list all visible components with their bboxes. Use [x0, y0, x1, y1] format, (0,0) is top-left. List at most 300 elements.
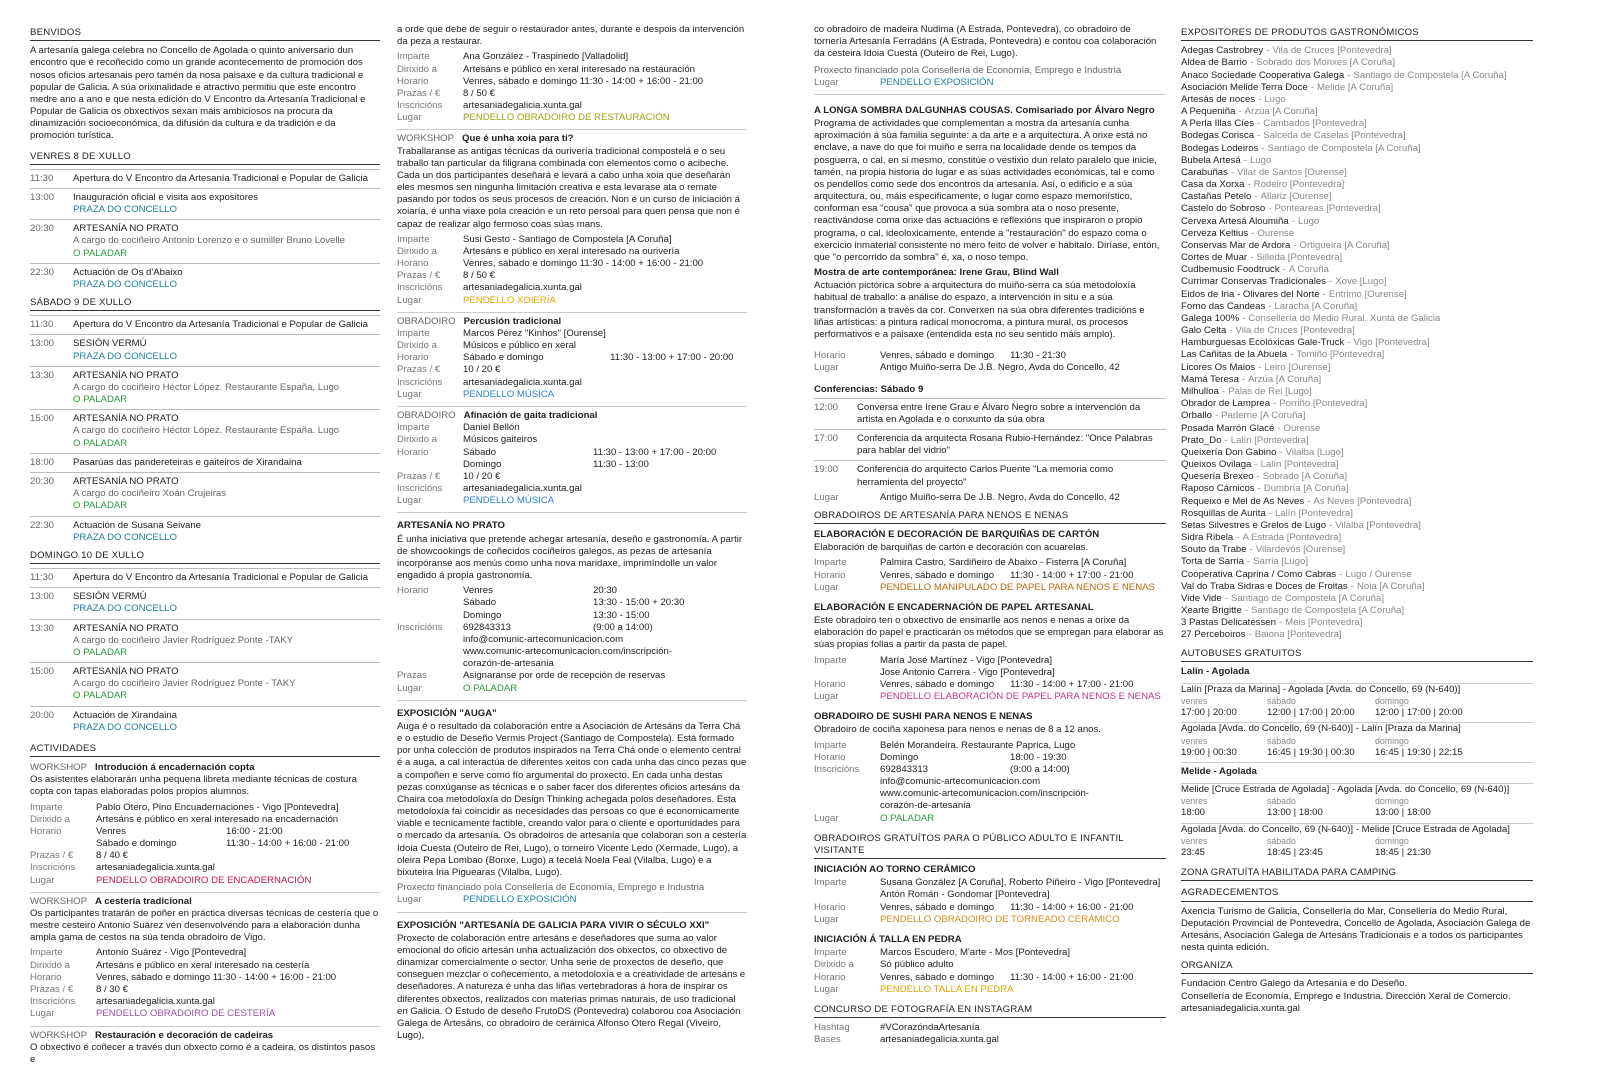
- section-title: EXPOSICIÓN "ARTESANÍA DE GALICIA PARA VIVIR O SÉCULO XXI": [397, 919, 710, 931]
- horario-label: Horario: [814, 971, 846, 983]
- horario-value: [463, 447, 747, 459]
- imparte-label: Imparte: [30, 947, 63, 959]
- expositor-name: Requeixo e Mel de As Neves: [1181, 495, 1305, 507]
- event-title: ARTESANÍA NO PRATO: [73, 666, 179, 678]
- workshop-title: [30, 762, 380, 774]
- horario-day: Domingo: [463, 609, 502, 621]
- bus-time: 12:00 | 17:00 | 20:00: [1267, 707, 1355, 719]
- lugar-value: PENDELLO MÚSICA: [463, 388, 555, 400]
- event-item: [30, 619, 380, 663]
- event-subtitle: A cargo do cociñeiro Xoán Crujeiras: [73, 488, 227, 500]
- separator: -: [1241, 373, 1246, 385]
- expositor-location: Allariz [Ourense]: [1260, 191, 1332, 203]
- horario-label: Horario: [397, 585, 429, 597]
- conference-item: [814, 460, 1166, 491]
- workshop-kind: OBRADOIRO: [397, 315, 456, 327]
- event-time: 11:30: [30, 172, 54, 184]
- event-place: O PALADAR: [73, 437, 128, 449]
- conference-item: [814, 398, 1166, 429]
- bus-time: 19:00 | 00:30: [1181, 746, 1237, 758]
- bus-lalin: [1181, 666, 1533, 759]
- dirixido-label: Dirixido a: [814, 959, 854, 971]
- lugar-label: Lugar: [397, 682, 422, 694]
- expositor-item: [1181, 143, 1533, 155]
- expositor-item: [1181, 508, 1533, 520]
- expositor-item: [1181, 94, 1533, 106]
- horario-label-empty: [397, 459, 463, 471]
- lugar-value: PENDELLO OBRADOIRO DE RESTAURACIÓN: [463, 112, 670, 124]
- separator: -: [1268, 507, 1272, 519]
- event-time: 20:30: [30, 475, 55, 487]
- inscricions-row: [397, 622, 747, 634]
- event-body: [73, 338, 380, 362]
- expositor-location: Consellería do Medio Rural. Xunta de Galicia: [1248, 312, 1441, 324]
- imparte-row-2: [814, 667, 1166, 679]
- horario-label: Horario: [814, 569, 846, 581]
- inscricions-row: [30, 996, 380, 1008]
- expositor-item: [1181, 203, 1533, 215]
- dirixido-value: Artesáns e público en xeral interesado na ourivería: [463, 245, 680, 257]
- expositor-name: Adegas Castrobrey: [1181, 45, 1264, 57]
- expositor-location: As Neves [Pontevedra]: [1313, 495, 1412, 507]
- bus-times: [1181, 836, 1533, 859]
- inscricions-label-empty: [397, 634, 463, 646]
- imparte-value: Daniel Bellón: [463, 422, 520, 434]
- expositor-name: Conservas Mar de Ardora: [1181, 239, 1291, 251]
- project-credit: Proxecto financiado pola Consellería de Economía, Emprego e Industria: [397, 882, 705, 894]
- imparte-row: [397, 51, 747, 63]
- email-link[interactable]: info@comunic-artecomunicacion.com: [463, 633, 624, 645]
- obradoiro-percusion: [397, 312, 747, 401]
- expositor-name: Cudbemusic Foodtruck: [1181, 264, 1280, 276]
- inscricions-label: Inscricións: [30, 862, 76, 874]
- event-item: [30, 587, 380, 618]
- horario-label: Horario: [397, 75, 429, 87]
- bus-route-desc: Melide [Cruce Estrada de Agolada] - Agolada [Avda. do Concello, 69 (N-640)]: [1181, 784, 1510, 796]
- dirixido-value: Músicos gaiteiros: [463, 434, 538, 446]
- expositor-location: Cambados [Pontevedra]: [1263, 118, 1367, 130]
- event-item: [30, 662, 380, 706]
- column-2: [397, 24, 747, 1045]
- horario-label: Horario: [397, 258, 429, 270]
- inscricions-link[interactable]: artesaniadegalicia.xunta.gal: [96, 862, 215, 874]
- expositor-name: Souto da Trabe: [1181, 544, 1247, 556]
- event-item: [30, 366, 380, 410]
- expositor-location: Entrimo [Ourense]: [1328, 288, 1407, 300]
- expositor-location: Meis [Pontevedra]: [1285, 617, 1363, 629]
- left-page: [0, 0, 800, 1067]
- horario-value: Venres, sábado e domingo 11:30 - 14:00 + 16:00 - 21:00: [463, 258, 704, 270]
- expositor-name: A Perla Illas Cíes: [1181, 118, 1255, 130]
- event-body: [73, 457, 380, 469]
- prazas-value: 10 / 20 €: [463, 364, 501, 376]
- event-time: 12:00: [814, 401, 839, 413]
- lugar-row: [814, 813, 1166, 825]
- lugar-row: [30, 1008, 380, 1020]
- expositor-location: Santiago de Compostela [A Coruña]: [1251, 605, 1405, 617]
- expositor-location: Vilalba [Lugo]: [1285, 446, 1344, 458]
- horario-time: 13:30 - 15:00 + 20:30: [593, 597, 685, 609]
- imparte-value: Ana González - Traspinedo [Valladolid]: [463, 51, 629, 63]
- expositor-location: A Estrada [Pontevedra]: [1242, 532, 1342, 544]
- event-item: [30, 169, 380, 188]
- event-time: 19:00: [814, 464, 839, 476]
- horario-day: Venres: [463, 585, 493, 597]
- organiza-text: Consellería de Economía, Emprego e Industria. Dirección Xeral de Comercio.: [1181, 990, 1511, 1002]
- dirixido-label: Dirixido a: [397, 63, 437, 75]
- web-link[interactable]: www.comunic-artecomunicacion.com/inscripción-corazón-de-artesania: [880, 788, 1090, 812]
- lugar-label: Lugar: [814, 812, 839, 824]
- expositor-location: Paderne [A Coruña]: [1221, 410, 1306, 422]
- event-time: 11:30: [30, 572, 54, 584]
- workshop-title: [397, 410, 747, 422]
- dirixido-row: [397, 246, 747, 258]
- imparte-label: Imparte: [397, 327, 430, 339]
- event-body: [73, 413, 380, 450]
- expositor-location: Santiago de Compostela [A Coruña]: [1230, 592, 1385, 604]
- inscricions-row: [397, 100, 747, 112]
- expositor-name: Aldea de Barrio: [1181, 57, 1248, 69]
- bases-label: Bases: [814, 1034, 841, 1046]
- dirixido-row: [30, 814, 380, 826]
- separator: -: [1229, 325, 1233, 337]
- expositor-location: Porriño [Pontevedra]: [1279, 398, 1368, 410]
- bus-time: 16:45 | 19:30 | 22:15: [1375, 746, 1463, 758]
- bases-link[interactable]: artesaniadegalicia.xunta.gal: [880, 1034, 999, 1046]
- event-time: 20:00: [30, 709, 55, 721]
- dirixido-label: Dirixido a: [30, 813, 70, 825]
- lugar-label: Lugar: [814, 581, 839, 593]
- workshop-text: Traballaranse as antigas técnicas da ourivería tradicional compostelá e o seu traballo tan particular da filigrana combinada con elementos como o acibeche. Cada un dos participantes deseñará e levará a cabo unha xoia que deseñarán eles mesmos sen ningunha limitación creativa e esta levarase ata o remate pasando por todos os seus procesos de creación. Non é un curso de iniciación á xoiaría, é unha viaxe pola creación e un reto persoal para quen pensa que non é capaz de realizar algo fermoso coas súas mans.: [397, 145, 740, 230]
- expositor-item: [1181, 629, 1533, 641]
- event-subtitle: A cargo do cociñeiro Javier Rodríguez Ponte -TAKY: [73, 634, 294, 646]
- event-title: Inauguración oficial e visita aos expositores: [73, 191, 259, 203]
- lugar-label: Lugar: [30, 874, 55, 886]
- expositor-name: Xearte Brigitte: [1181, 605, 1242, 617]
- inscricions-label: Inscricións: [397, 282, 443, 294]
- workshop-encadernacion: [30, 762, 380, 887]
- imparte-label: Imparte: [814, 739, 847, 751]
- event-title: Apertura do V Encontro da Artesanía Tradicional e Popular de Galicia: [73, 572, 368, 584]
- bus-time: 17:00 | 20:00: [1181, 707, 1237, 719]
- email-link[interactable]: info@comunic-artecomunicacion.com: [880, 776, 1041, 788]
- bus-times: [1181, 736, 1533, 759]
- dirixido-value: Artesáns e público en xeral interesado na restauración: [463, 63, 695, 75]
- expositor-item: [1181, 581, 1533, 593]
- lugar-row: [814, 492, 1166, 504]
- inscricions-link[interactable]: artesaniadegalicia.xunta.gal: [463, 100, 582, 112]
- separator: -: [1291, 215, 1295, 227]
- imparte-row: [814, 740, 1166, 752]
- expositor-location: Salceda de Caselas [Pontevedra]: [1263, 130, 1406, 142]
- inscricions-row-2: [814, 776, 1166, 788]
- domingo-heading: DOMINGO 10 DE XULLO: [30, 550, 380, 564]
- horario-row-2: [397, 597, 747, 609]
- event-place: O PALADAR: [73, 394, 128, 406]
- horario-label: Horario: [814, 350, 846, 362]
- inscricions-link[interactable]: artesaniadegalicia.xunta.gal: [463, 376, 582, 388]
- hashtag-row: [814, 1022, 1166, 1034]
- prazas-value: 8 / 50 €: [463, 87, 496, 99]
- event-item: [30, 315, 380, 334]
- prazas-value: 8 / 50 €: [463, 270, 496, 282]
- phone-hours: (9:00 a 14:00): [1010, 763, 1070, 775]
- section-text: Proxecto de colaboración entre artesáns e deseñadores que suma ao valor emocional do oficio artesán unha actualización dos obxectos, co obxectivo de dinamizar comercialmente o sector. Unha serie de proxectos de deseño, que conseguen mezclar o coñecemento, a metodoloxía e a creatividade de artesáns e deseñadores. A natureza é unha das liñas vertebradoras á hora de inspirar os diferentes obxectos, realizados con materias primas naturais, de uso tradicional en Galicia. O Estudo de deseño FrutoDS (Pontevedra) colaborou coa Asociación Galega de Artesáns, co obradoiro de cerámica Alfonso Otero Regal (Viveiro, Lugo),: [397, 932, 746, 1042]
- hashtag-value[interactable]: #VCorazóndaArtesanía: [880, 1022, 980, 1034]
- imparte-row: [397, 234, 747, 246]
- event-place: PRAZA DO CONCELLO: [73, 531, 177, 543]
- expositor-location: Lalín [Pontevedra]: [1260, 459, 1339, 471]
- expositor-item: [1181, 264, 1533, 276]
- inscricions-label: Inscricións: [397, 483, 443, 495]
- obradoiro-barquinas: [814, 529, 1166, 594]
- imparte-label-empty: [814, 889, 880, 901]
- right-page: [800, 0, 1600, 1067]
- expositor-name: 27 Perceboiros: [1181, 629, 1246, 641]
- expositor-name: Hamburguesas Ecolóxicas Gale-Truck: [1181, 337, 1345, 349]
- bus-day: domingo: [1375, 735, 1409, 746]
- event-title: ARTESANÍA NO PRATO: [73, 622, 179, 634]
- prazas-label: Prazas / €: [30, 984, 74, 995]
- expositor-location: Vilardevós [Ourense]: [1255, 544, 1346, 556]
- horario-row: [397, 585, 747, 597]
- bus-melide: [1181, 762, 1533, 859]
- lugar-value: O PALADAR: [880, 812, 935, 824]
- event-time: 15:00: [30, 413, 55, 425]
- imparte-label: Imparte: [397, 233, 430, 245]
- expositores-list: [1181, 45, 1533, 641]
- event-title: ARTESANÍA NO PRATO: [73, 413, 179, 425]
- separator: -: [1249, 544, 1253, 556]
- inscricions-row-3: [814, 788, 1166, 812]
- event-title: SESIÓN VERMÚ: [73, 338, 147, 350]
- horario-value: Venres, sábado e domingo 11:30 - 14:00 + 16:00 - 21:00: [880, 901, 1134, 913]
- expositor-location: Sobrado dos Monxes [A Coruña]: [1256, 57, 1396, 69]
- prazas-label: Prazas / €: [30, 850, 74, 862]
- separator: -: [1257, 118, 1261, 130]
- event-body: [857, 433, 1166, 457]
- inscricions-link[interactable]: artesaniadegalicia.xunta.gal: [96, 996, 215, 1008]
- separator: -: [1279, 446, 1283, 458]
- phone-number[interactable]: 692843313: [880, 763, 929, 775]
- sabado-heading: SÁBADO 9 DE XULLO: [30, 297, 380, 311]
- lugar-label: Lugar: [814, 983, 839, 995]
- expositor-name: Queixería Don Gabino: [1181, 446, 1277, 458]
- expositor-location: Lalín [Pontevedra]: [1230, 434, 1309, 446]
- horario-time: 11:30 - 13:00 + 17:00 - 20:00: [593, 446, 717, 458]
- expositor-item: [1181, 337, 1533, 349]
- event-subtitle: A cargo do cociñeiro Héctor López. Restaurante España. Lugo: [73, 425, 340, 437]
- bus-time: 23:45: [1181, 847, 1206, 858]
- imparte-label-empty: [814, 667, 880, 679]
- expositor-item: [1181, 520, 1533, 532]
- event-title: Actuación de Os d'Abaixo: [73, 266, 183, 278]
- horario-label-empty: [397, 610, 463, 622]
- prazas-label: Prazas / €: [397, 87, 441, 99]
- imparte-value: Antonio Suárez - Vigo [Pontevedra]: [96, 947, 247, 959]
- event-item: [30, 219, 380, 263]
- prazas-value: Asignaranse por orde de recepción de reservas: [463, 670, 666, 682]
- expositor-location: Vigo [Pontevedra]: [1353, 337, 1430, 349]
- lugar-label: Lugar: [814, 491, 839, 503]
- event-item: [30, 334, 380, 365]
- event-place: PRAZA DO CONCELLO: [73, 350, 177, 362]
- expositor-location: Arzúa [A Coruña]: [1244, 106, 1318, 118]
- event-time: 11:30: [30, 319, 54, 331]
- expositor-item: [1181, 155, 1533, 167]
- event-body: [73, 370, 380, 407]
- event-body: [73, 192, 380, 216]
- expositor-item: [1181, 398, 1533, 410]
- expositor-name: Rosquillas de Aurita: [1181, 507, 1266, 519]
- lugar-value: PENDELLO EXPOSICIÓN: [880, 76, 994, 88]
- horario-value: [463, 610, 747, 622]
- event-subtitle: A cargo do cociñeiro Héctor López. Restaurante España, Lugo: [73, 381, 340, 393]
- expositor-name: Forno das Candeas: [1181, 300, 1266, 312]
- section-title: ARTESANÍA NO PRATO: [397, 520, 506, 532]
- event-time: 22:30: [30, 266, 55, 278]
- event-time: 13:30: [30, 369, 55, 381]
- separator: -: [1248, 629, 1252, 641]
- conferencias: [814, 384, 1166, 503]
- section-title: Conferencias: Sábado 9: [814, 384, 924, 396]
- phone-number[interactable]: 692843313: [463, 621, 512, 633]
- expositor-name: A Pequeniña: [1181, 106, 1236, 118]
- event-place: O PALADAR: [73, 646, 128, 658]
- inscricions-row: [814, 764, 1166, 776]
- inscricions-label-empty: [814, 776, 880, 788]
- column-4: [1181, 24, 1533, 1015]
- lugar-value: PENDELLO MANIPULADO DE PAPEL PARA NENOS E NENAS: [880, 581, 1155, 593]
- expositor-location: Lugo: [1249, 154, 1272, 166]
- imparte-row: [814, 947, 1166, 959]
- event-title: Actuación de Susana Seivane: [73, 519, 202, 531]
- inscricions-link[interactable]: artesaniadegalicia.xunta.gal: [463, 483, 582, 495]
- event-body: [857, 464, 1166, 488]
- expositor-location: Leiro [Ourense]: [1264, 361, 1331, 373]
- horario-label: Horario: [814, 751, 846, 763]
- subsection-text: Actuación pictórica sobre a arquitectura do muiño-serra ca súa metodoloxía habitual de traballo: a análise do espazo, a intervención in situ e a súa transformación a través da cor. Converxen na súa obra diferentes tradicións e liñas artísticas: a pintura radical monocroma, a pintura mural, os procesos performativos e a paisaxe (entendida esta no seu sentido máis amplo).: [814, 280, 1145, 340]
- workshop-title: [397, 316, 747, 328]
- horario-row: [397, 352, 747, 364]
- workshop-text: Os participantes tratarán de poñer en práctica diversas técnicas de cestería que o mestre cesteiro Antonio Suárez vén desenvolvendo para a elaboración dunha ampla gama de cestos na súa tenda obradoiro de Vigo.: [30, 907, 379, 944]
- expositor-name: Castelo do Sobroso: [1181, 203, 1266, 215]
- expositor-item: [1181, 240, 1533, 252]
- separator: -: [1347, 69, 1351, 81]
- event-body: [73, 623, 380, 660]
- inscricions-phone: [463, 622, 747, 634]
- separator: -: [1238, 106, 1242, 118]
- horario-label: Horario: [814, 901, 846, 913]
- expositor-item: [1181, 410, 1533, 422]
- venres-events: [30, 169, 380, 294]
- separator: -: [1247, 179, 1251, 191]
- dirixido-row: [814, 959, 1166, 971]
- event-place: PRAZA DO CONCELLO: [73, 204, 177, 216]
- inscricions-label: Inscricións: [397, 621, 443, 633]
- event-body: [857, 402, 1166, 426]
- expositor-name: Val do Traba Sidras e Doces de Froitas: [1181, 580, 1348, 592]
- event-time: 18:00: [30, 456, 55, 468]
- organiza-link[interactable]: artesaniadegalicia.xunta.gal: [1181, 1002, 1300, 1014]
- section-title: INICIACIÓN AO TORNO CERÁMICO: [814, 864, 976, 876]
- imparte-label: Imparte: [397, 51, 430, 63]
- separator: -: [1350, 580, 1354, 592]
- separator: -: [1347, 337, 1351, 349]
- dirixido-value: Músicos e público en xeral: [463, 340, 577, 352]
- dirixido-label: Dirixido a: [397, 434, 437, 446]
- imparte-row: [397, 422, 747, 434]
- imparte-value: Pablo Otero, Pino Encuadernaciones - Vigo [Pontevedra]: [96, 801, 339, 813]
- inscricions-row: [397, 377, 747, 389]
- horario-time: 16:00 - 21:00: [226, 825, 283, 837]
- conferencias-list: [814, 398, 1166, 492]
- dirixido-row: [397, 340, 747, 352]
- expositor-name: Obrador de Lamprea: [1181, 398, 1271, 410]
- expositor-location: Vila de Cruces [Pontevedra]: [1235, 325, 1355, 337]
- inscricions-link[interactable]: artesaniadegalicia.xunta.gal: [463, 282, 582, 294]
- workshop-name: Afinación de gaita tradicional: [463, 409, 598, 421]
- expositor-item: [1181, 459, 1533, 471]
- lugar-label: Lugar: [397, 894, 422, 906]
- event-body: [73, 572, 380, 584]
- event-body: [73, 666, 380, 703]
- expositor-item: [1181, 70, 1533, 82]
- horario-label: Horario: [30, 825, 62, 837]
- section-text: Programa de actividades que complementan a mostra da artesanía cunha aproximación á súa familia seguinte: a da arte e a arquitectura. A orixe está no enclave, a nave do que foi muiño e serra na localidade dende os tempos da posguerra, o cal, en si mesmo, constitúe o vestixio dun relato paralelo que inicie, tamén, na propia historia do lugar e as súas actividades económicas, tal e como os pendellos como sede dos encontros da artesanía. Así, o edificio e a súa arquitectura, ou, máis especificamente, o lugar como espazo memoriístico, conforman esa "cousa" que provoca a súa sombra ata o noso presente, reactivándose coma orixe das actuacións e reflexións que inspiraron o propio programa, o cal, ideoloxicamente, entende a "restauración" do espazo coma o exercicio inmaterial consistente no mero feito de volver e habitalo. Diríase, entón, que "o percorrido da sombra" é, xa, o noso tempo.: [814, 118, 1160, 263]
- expositor-item: [1181, 179, 1533, 191]
- bus-day: sábado: [1267, 835, 1296, 846]
- expositor-name: Castañas Petelo: [1181, 191, 1252, 203]
- domingo-events: [30, 568, 380, 737]
- web-link[interactable]: www.comunic-artecomunicacion.com/inscripción-corazón-de-artesania: [463, 646, 673, 670]
- expositor-item: [1181, 362, 1533, 374]
- expositor-item: [1181, 106, 1533, 118]
- event-body: [73, 173, 380, 185]
- sabado-events: [30, 315, 380, 547]
- prazas-row: [397, 364, 747, 376]
- horario-row: [397, 258, 747, 270]
- bus-time: 13:00 | 18:00: [1267, 807, 1323, 819]
- prazas-label: Prazas: [397, 670, 427, 682]
- section-text: Obradoiro de cociña xaponesa para nenos e nenas de 8 a 12 anos.: [814, 724, 1101, 736]
- bus-day: venres: [1181, 796, 1208, 807]
- expositor-name: Bodegas Lodeiros: [1181, 142, 1259, 154]
- expositor-item: [1181, 276, 1533, 288]
- lugar-row: [397, 495, 747, 507]
- prazas-label: Prazas / €: [397, 364, 441, 376]
- lugar-label: Lugar: [814, 691, 839, 703]
- expositor-name: Casa da Xorxa: [1181, 179, 1245, 191]
- horario-row-3: [397, 610, 747, 622]
- workshop-text: O obxectivo é coñecer a través dun obxecto como é a cadeira, os distintos pasos e: [30, 1041, 376, 1065]
- expositor-location: Palas de Rei [Lugo]: [1228, 385, 1312, 397]
- workshop-name: Introdución á encadernación copta: [95, 762, 255, 774]
- horario-day: Venres: [96, 825, 126, 837]
- expositor-location: Vilar de Santos [Ourense]: [1237, 166, 1347, 178]
- expositor-name: Raposo Cárnicos: [1181, 483, 1255, 495]
- lugar-row: [397, 894, 747, 906]
- separator: -: [1242, 312, 1246, 324]
- event-title: Conferencia do arquitecto Carlos Puente "La memoria como herramienta del proyecto": [857, 464, 1114, 488]
- expositor-item: [1181, 593, 1533, 605]
- separator: -: [1243, 154, 1247, 166]
- expositor-item: [1181, 313, 1533, 325]
- inscricions-label-empty: [397, 646, 463, 670]
- lugar-value: Antigo Muiño-serra De J.B. Negro, Avda do Concello, 42: [880, 362, 1120, 374]
- separator: -: [1278, 617, 1283, 629]
- horario-row-2: [30, 838, 380, 850]
